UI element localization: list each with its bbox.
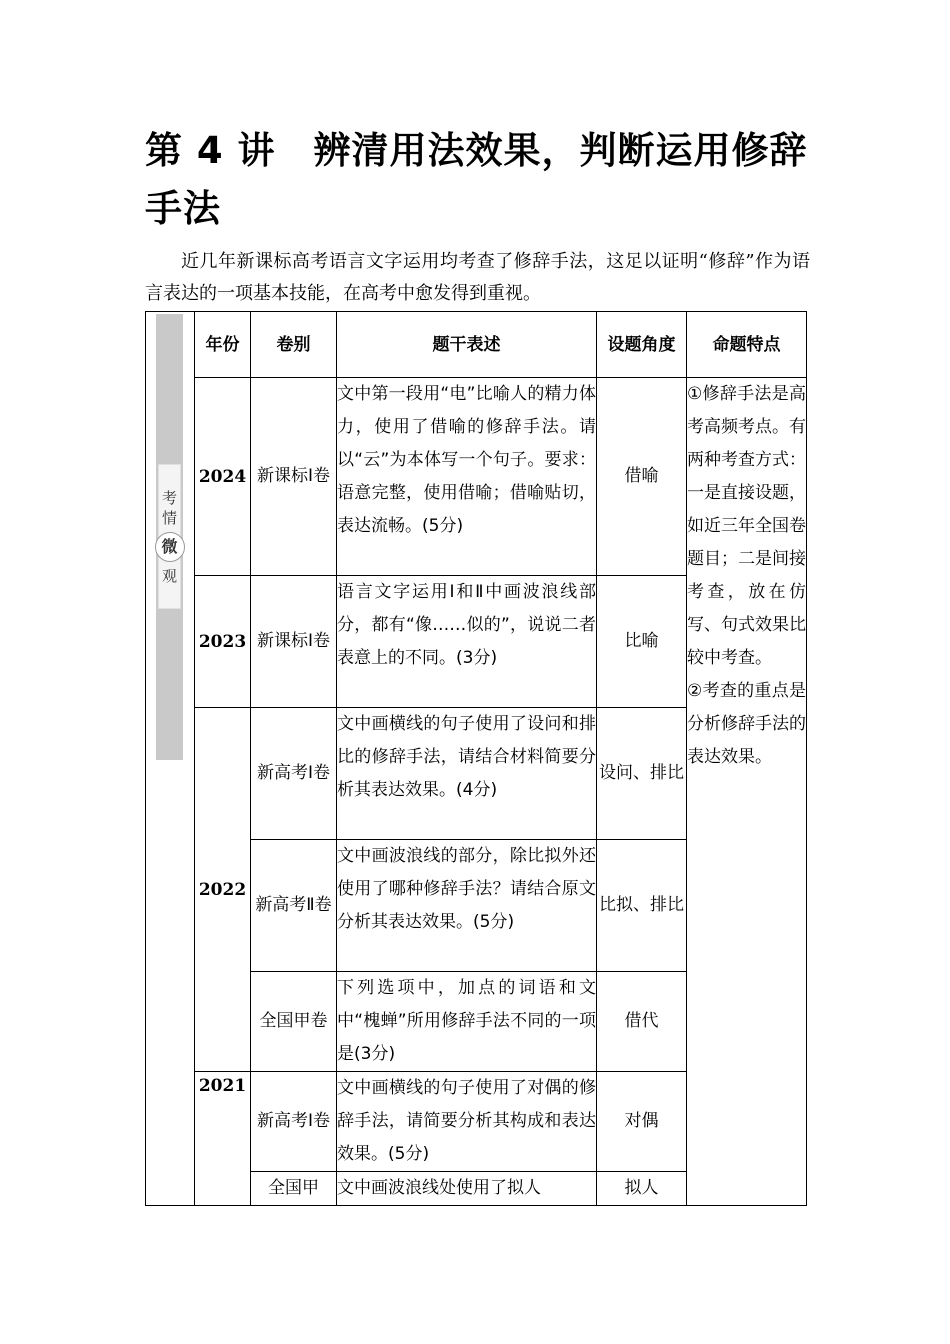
row-angle: 设问、排比 [597, 708, 687, 840]
header-year: 年份 [195, 312, 251, 378]
row-paper: 全国甲 [251, 1172, 337, 1206]
header-paper: 卷别 [251, 312, 337, 378]
row-angle: 拟人 [597, 1172, 687, 1206]
sidebar-char: 考 [161, 488, 177, 507]
row-year: 2022 [195, 708, 251, 1072]
row-stem: 文中第一段用“电”比喻人的精力体力，使用了借喻的修辞手法。请以“云”为本体写一个句子。要求：语意完整，使用借喻；借喻贴切，表达流畅。(5分) [337, 378, 597, 576]
table-row [146, 378, 807, 576]
row-paper: 新高考Ⅰ卷 [251, 708, 337, 840]
row-angle: 借喻 [597, 378, 687, 576]
row-paper: 全国甲卷 [251, 972, 337, 1072]
page-title [145, 122, 815, 238]
header-stem: 题干表述 [337, 312, 597, 378]
lecture-number: 第 4 讲 [145, 129, 276, 172]
row-stem: 语言文字运用Ⅰ和Ⅱ中画波浪线部分，都有“像……似的”，说说二者表意上的不同。(3分) [337, 576, 597, 708]
intro-text: 近几年新课标高考语言文字运用均考查了修辞手法，这足以证明“修辞”作为语言表达的一项基本技能，在高考中愈发得到重视。 [145, 251, 810, 304]
row-paper: 新课标Ⅰ卷 [251, 378, 337, 576]
row-stem: 文中画横线的句子使用了设问和排比的修辞手法，请结合材料简要分析其表达效果。(4分) [337, 708, 597, 840]
row-paper: 新课标Ⅰ卷 [251, 576, 337, 708]
row-year: 2024 [195, 378, 251, 576]
row-stem: 文中画波浪线处使用了拟人 [337, 1172, 597, 1206]
row-angle: 对偶 [597, 1072, 687, 1172]
row-year: 2021 [195, 1072, 251, 1206]
sidebar-char: 观 [161, 566, 177, 585]
sidebar-char-circled: 微 [155, 532, 185, 562]
row-angle: 比拟、排比 [597, 840, 687, 972]
row-year: 2023 [195, 576, 251, 708]
feature-point-2: ②考查的重点是分析修辞手法的表达效果。 [687, 681, 806, 767]
row-stem: 文中画波浪线的部分，除比拟外还使用了哪种修辞手法？请结合原文分析其表达效果。(5分) [337, 840, 597, 972]
row-angle: 比喻 [597, 576, 687, 708]
row-stem: 文中画横线的句子使用了对偶的修辞手法，请简要分析其构成和表达效果。(5分) [337, 1072, 597, 1172]
row-paper: 新高考Ⅱ卷 [251, 840, 337, 972]
sidebar-strip [156, 314, 183, 760]
feature-cell [687, 378, 807, 1206]
header-feature: 命题特点 [687, 312, 807, 378]
feature-point-1: ①修辞手法是高考高频考点。有两种考查方式：一是直接设题，如近三年全国卷题目；二是间接考查，放在仿写、句式效果比较中考查。 [687, 384, 806, 668]
sidebar-badge [158, 464, 181, 609]
intro-paragraph [145, 246, 810, 310]
header-angle: 设题角度 [597, 312, 687, 378]
row-paper: 新高考Ⅰ卷 [251, 1072, 337, 1172]
sidebar-char: 情 [161, 508, 177, 527]
lecture-title: 辨清用法效果，判断运用修辞手法 [145, 129, 808, 230]
exam-analysis-table [145, 311, 807, 1206]
row-stem: 下列选项中，加点的词语和文中“槐蝉”所用修辞手法不同的一项是(3分) [337, 972, 597, 1072]
row-angle: 借代 [597, 972, 687, 1072]
